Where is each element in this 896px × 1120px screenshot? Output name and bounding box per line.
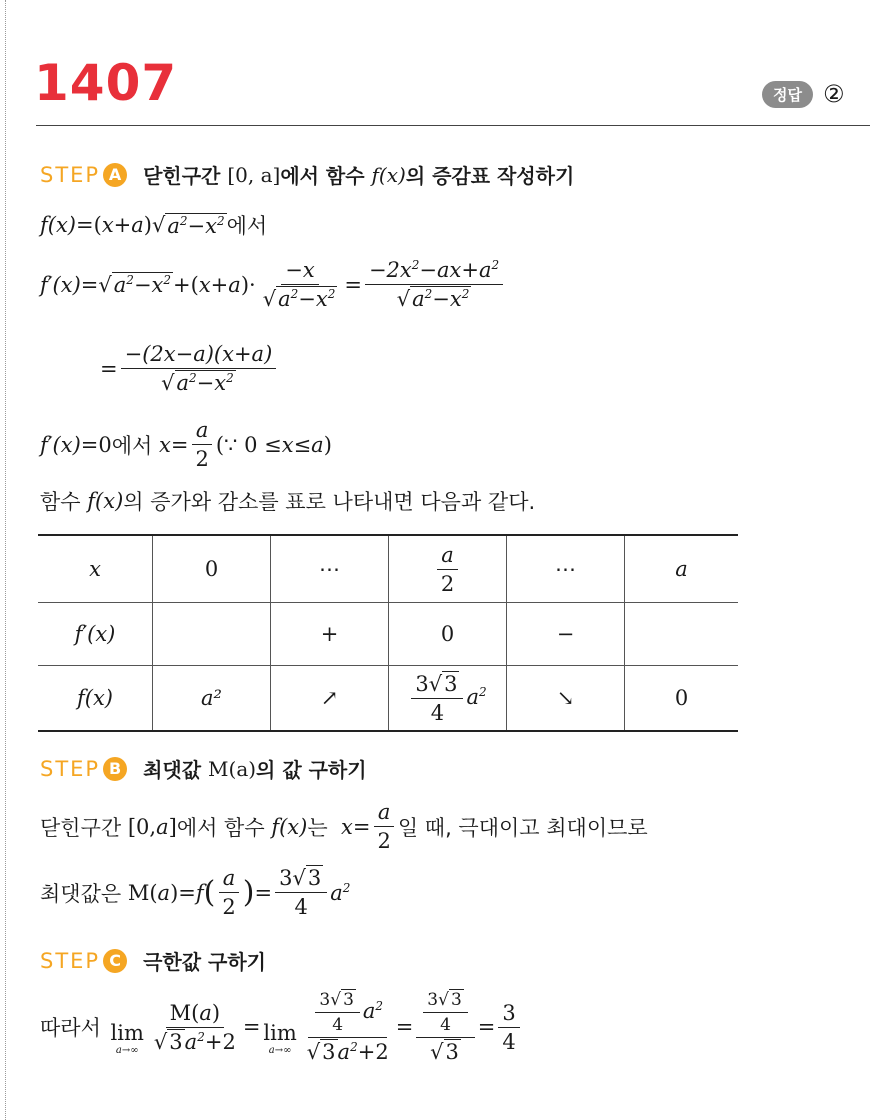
answer-area — [762, 80, 845, 108]
step-c-title: 극한값 구하기 — [143, 950, 266, 974]
increase-decrease-table — [38, 534, 738, 732]
step-b-title-pre: 최댓값 — [143, 758, 202, 782]
derivative-line: f′(x) =√ $a^2-x^2$ +( x + a )· $\frac{-x}{√a^2-x^2}$ = $\frac{-2x^2-ax+a^2}{√a^2-x^2}$ — [40, 258, 506, 311]
max-value-pre: 최댓값은 — [40, 881, 122, 906]
step-b-text2: 에서 함수 — [176, 815, 265, 840]
step-b-badge: B — [103, 757, 127, 781]
step-a-title-post: 에서 함수 — [280, 164, 365, 188]
table-cell: + — [271, 603, 389, 666]
table-cell: 0 — [389, 603, 507, 666]
problem-number: 1407 — [34, 54, 178, 112]
table-cell-max-value: $\frac{3√3}{4}$ $a^2$ — [389, 666, 507, 732]
table-intro: 함수 f(x) 의 증가와 감소를 표로 나타내면 다음과 같다. — [40, 486, 535, 516]
table-cell-a-half: $\frac{a}{2}$ — [389, 535, 507, 603]
header-rule — [36, 125, 870, 126]
step-b-text3: 는 — [307, 815, 328, 840]
table-row — [38, 666, 738, 732]
table-cell: a — [625, 535, 739, 603]
step-b-word: STEP — [40, 756, 101, 781]
table-intro-post: 의 증가와 감소를 표로 나타내면 다음과 같다. — [123, 490, 536, 514]
step-a-heading — [40, 160, 574, 189]
table-cell: 0 — [153, 535, 271, 603]
table-cell: ⋯ — [271, 535, 389, 603]
limit-pre: 따라서 — [40, 1016, 101, 1040]
table-cell: a² — [153, 666, 271, 732]
margin-dotted-line — [5, 0, 6, 1120]
step-b-m: M(a) — [208, 756, 257, 781]
critical-suffix: 에서 — [111, 433, 153, 458]
step-a-fx: f(x) — [371, 162, 406, 187]
table-cell: − — [507, 603, 625, 666]
step-a-interval: [0, a] — [227, 162, 281, 187]
table-cell: 0 — [625, 666, 739, 732]
step-a-badge: A — [103, 163, 127, 187]
step-b-line1: 닫힌구간 [0, a ] 에서 함수 f(x) 는 x = $\frac{a}{2}$ 일 때, 극대이고 최대이므로 — [40, 800, 648, 853]
limit-line: 따라서 lim a→∞ $\frac{M(a)}{√3a^2+2}$ = lim a→∞ $\frac{3√ 3}{4}$ $a^2$ $√3a^2+2$ = $\frac{\frac{3√ 3}{4}}{√3}$ = $\frac{3}{4}$ — [40, 990, 523, 1064]
table-cell — [153, 603, 271, 666]
table-intro-pre: 함수 — [40, 490, 81, 514]
answer-label: 정답 — [762, 81, 813, 108]
max-value-line: 최댓값은 M( a )= f ( $\frac{a}{2}$ ) = $\frac{3√3}{4}$ $a^2$ — [40, 866, 351, 919]
step-c-heading — [40, 946, 266, 975]
step-a-title-pre: 닫힌구간 — [143, 164, 221, 188]
definition-suffix: 에서 — [226, 214, 268, 238]
table-cell — [625, 603, 739, 666]
step-b-text4: 일 때, 극대이고 최대이므로 — [397, 815, 648, 840]
step-b-title-end: 의 값 구하기 — [256, 758, 367, 782]
table-cell: f′(x) — [38, 603, 153, 666]
step-b-text1: 닫힌구간 — [40, 815, 122, 840]
table-cell: f(x) — [38, 666, 153, 732]
table-row — [38, 603, 738, 666]
step-c-word: STEP — [40, 948, 101, 973]
derivative-factored-line: = $\frac{-(2x-a)(x+a)}{√a^2-x^2}$ — [100, 342, 279, 395]
critical-point-line: f′(x) =0 에서 x = $\frac{a}{2}$ (∵ 0 ≤ x ≤ a ) — [40, 418, 332, 471]
step-a-word: STEP — [40, 162, 101, 187]
table-cell: x — [38, 535, 153, 603]
table-cell: ↗ — [271, 666, 389, 732]
table-cell: ⋯ — [507, 535, 625, 603]
table-row — [38, 535, 738, 603]
answer-value: ② — [822, 80, 845, 108]
step-a-title-end: 의 증감표 작성하기 — [405, 164, 575, 188]
table-cell: ↘ — [507, 666, 625, 732]
step-c-badge: C — [103, 949, 127, 973]
step-b-heading — [40, 754, 367, 783]
definition-line: f(x) =( x + a )√ $a^2-x^2$ 에서 — [40, 210, 267, 240]
